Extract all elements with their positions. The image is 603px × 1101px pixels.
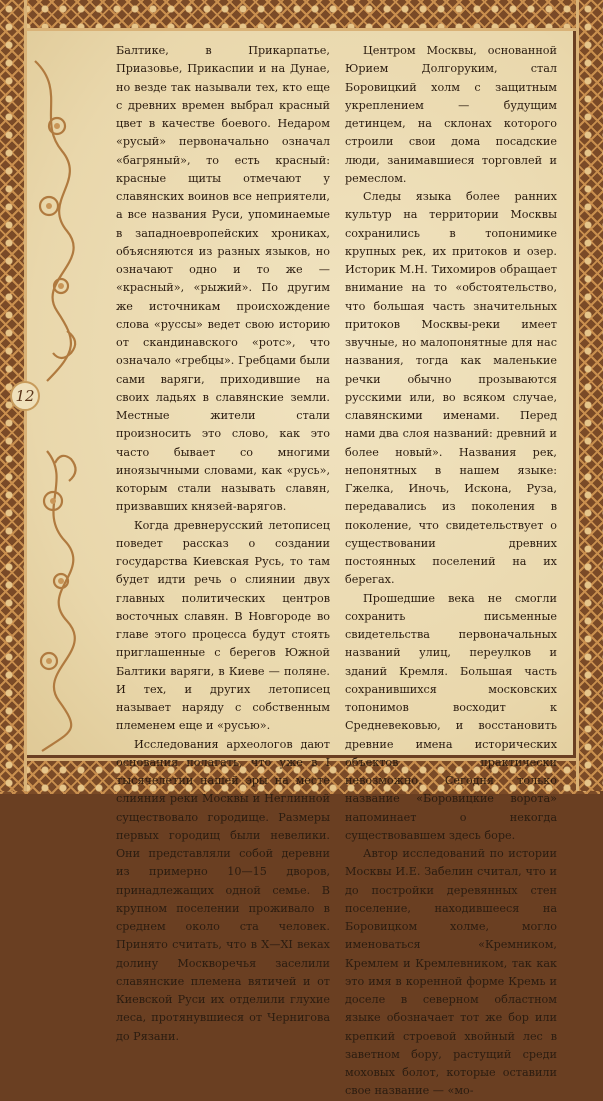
- paragraph: Исследования археологов дают основания полагать, что уже в I тысячелетии нашей эры на месте слияния реки Москвы и Неглинной существовало городище. Размеры первых городищ были невелики. Они представляли собой деревни из примерно 10—15 дворов, принадлежащих одной семье. В крупном поселении проживало в среднем около ста человек. Принято считать, что в X—XI веках долину Москворечья заселили славянские племена вятичей и от Киевской Руси их отделили глухие леса, протянувшиеся от Чернигова до Рязани.: [116, 737, 330, 1043]
- right-text-column: [345, 42, 557, 1101]
- paragraph: Когда древнерусский летописец поведет рассказ о создании государства Киевская Русь, то там будет идти речь о слиянии двух главных политических центров восточных славян. В Новгороде во главе этого процесса будут стоять приглашенные с берегов Южной Балтики варяги, в Киеве — поляне. И тех, и других летописец называет наряду с собственным племенем еще и «русью».: [116, 518, 330, 733]
- paragraph: Балтике, в Прикарпатье, Приазовье, Прикаспии и на Дунае, но везде так называли тех, кто еще с древних времен выбрал красный цвет в качестве боевого. Недаром «русый» первоначально означал «багряный», то есть красный: красные щиты отмечают у славянских воинов все неприятели, а все названия Руси, упоминаемые в западноевропейских хрониках, объясняются из разных языков, но означают одно и то же — «красный», «рыжий». По другим же источникам происхождение слова «руссы» ведет свою историю от скандинавского «ротс», что означало «гребцы». Гребцами были сами варяги, приходившие на своих ладьях в славянские земли. Местные жители стали произносить это слово, как это часто бывает со многими иноязычными словами, как «русь», которым стали называть славян, призвавших князей-варягов.: [116, 44, 330, 514]
- paragraph: Автор исследований по истории Москвы И.Е. Забелин считал, что и до постройки деревянных стен поселение, находившееся на Боровицком холме, могло именоваться «Кремником, Кремлем и Кремлевником, так как это имя в коренной форме Кремь и доселе в северном областном языке обозначает тот же бор или крепкий строевой хвойный лес в заветном бору, растущий среди моховых болот, которые оставили свое название — «мо-: [345, 847, 557, 1098]
- paragraph: Следы языка более ранних культур на территории Москвы сохранились в топонимике крупных рек, их притоков и озер. Историк М.Н. Тихомиров обращает внимание на то «обстоятельство, что большая часть значительных притоков Москвы-реки имеет звучные, но малопонятные для нас названия, тогда как маленькие речки обычно прозываются русскими или, во всяком случае, славянскими именами. Перед нами два слоя названий: древний и более новый». Названия рек, непонятных в нашем языке: Гжелка, Иночь, Искона, Руза, передавались из поколения в поколение, что свидетельствует о существовании древних постоянных поселений на их берегах.: [345, 190, 557, 587]
- page-number: 12: [10, 381, 40, 411]
- paragraph: Прошедшие века не смогли сохранить письменные свидетельства первоначальных названий улиц, переулков и зданий Кремля. Большая часть сохранившихся московских топонимов восходит к Средневековью, и восстановить древние имена исторических объектов практически невозможно. Сегодня только название «Боровицкие ворота» напоминает о некогда существовавшем здесь боре.: [345, 591, 557, 842]
- top-ornamental-border: [0, 0, 600, 31]
- left-text-column: [116, 42, 330, 1046]
- right-ornamental-border: [576, 0, 603, 791]
- paragraph: Центром Москвы, основанной Юрием Долгоруким, стал Боровицкий холм с защитным укреплением — будущим детинцем, на склонах которого строили свои дома посадские люди, занимавшиеся торговлей и ремеслом.: [345, 44, 557, 185]
